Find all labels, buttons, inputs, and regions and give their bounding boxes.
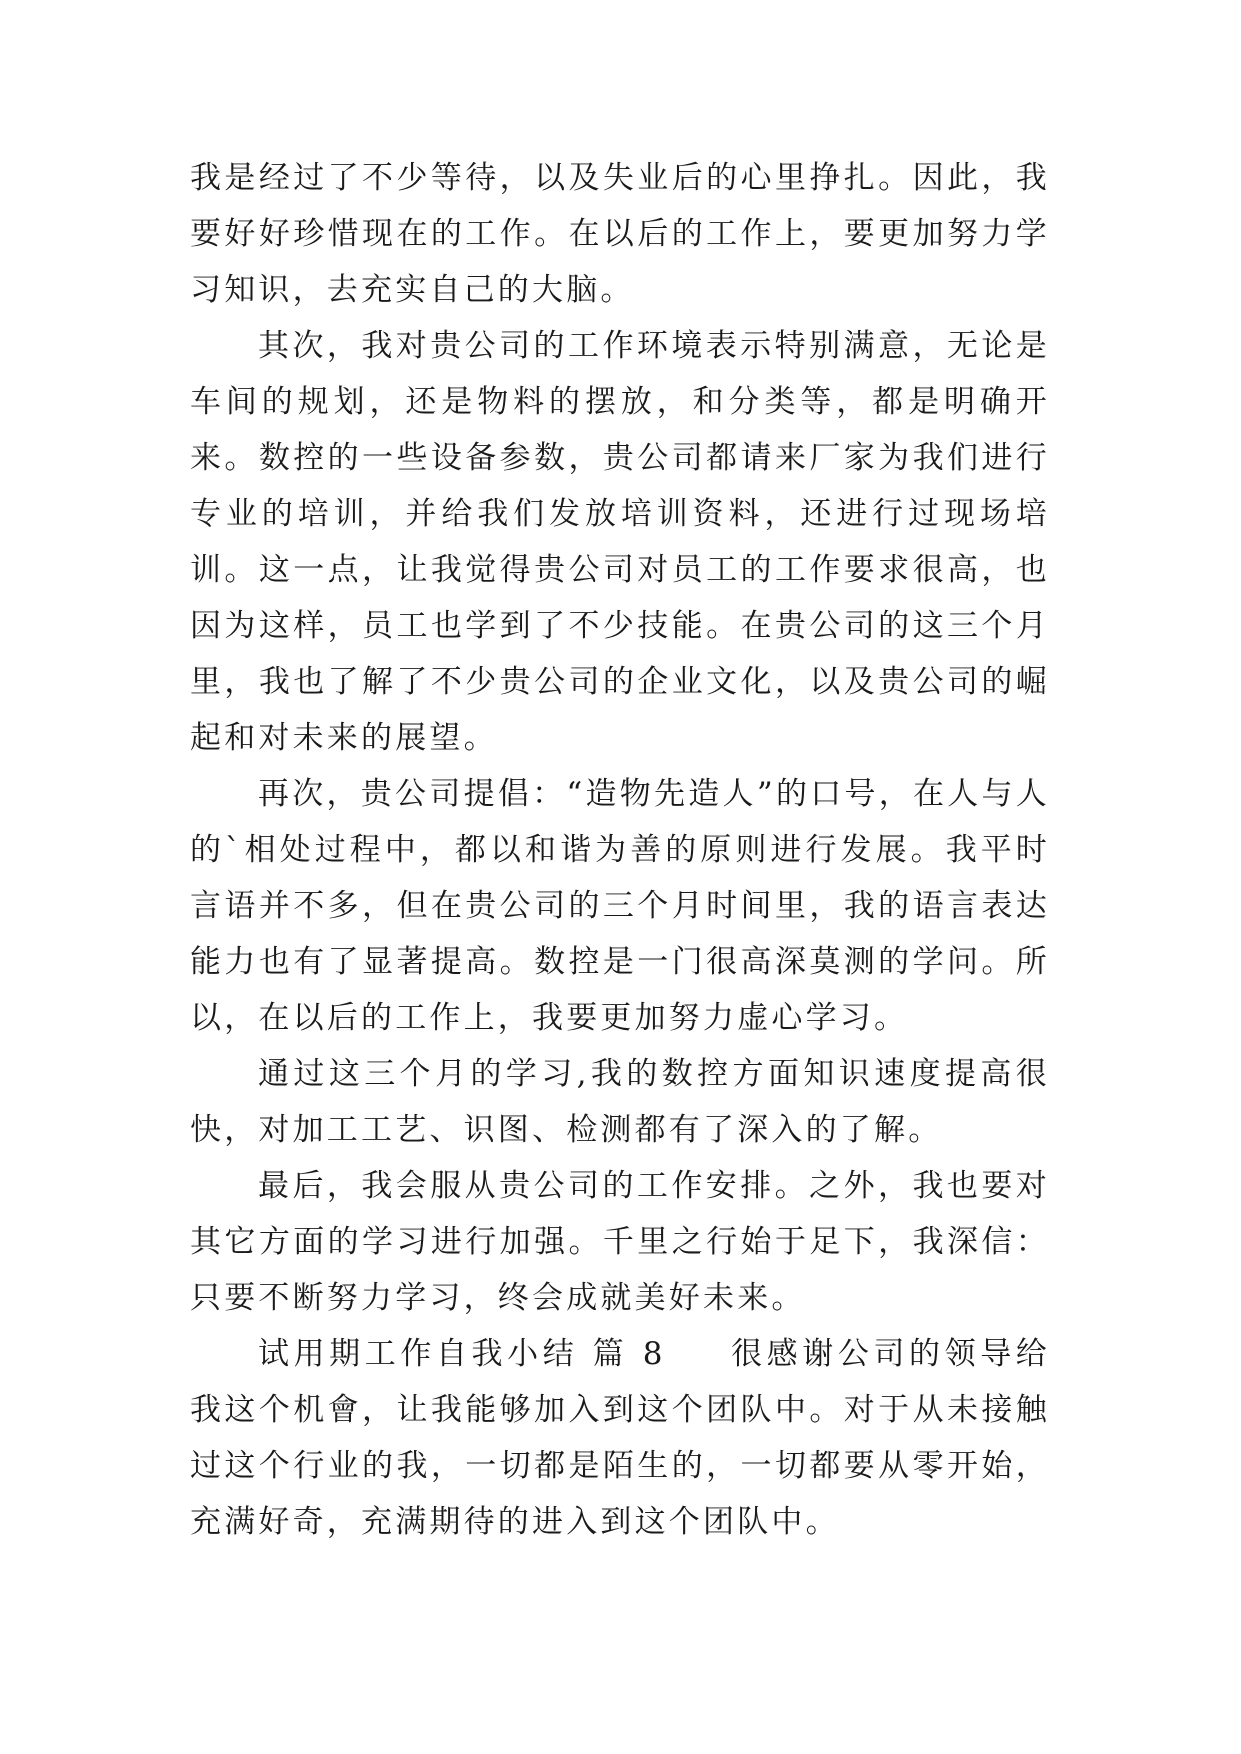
paragraph-intro-continuation: 我是经过了不少等待，以及失业后的心里挣扎。因此，我要好好珍惜现在的工作。在以后的工作上，要更加努力学习知识，去充实自己的大脑。 bbox=[190, 160, 1050, 308]
paragraph-learning-progress: 通过这三个月的学习,我的数控方面知识速度提高很快，对加工工艺、识图、检测都有了深入的了解。 bbox=[190, 1056, 1050, 1148]
section-8-paragraph bbox=[190, 1326, 1050, 1550]
paragraph-company-motto: 再次，贵公司提倡：“造物先造人”的口号，在人与人的`相处过程中，都以和谐为善的原则进行发展。我平时言语并不多，但在贵公司的三个月时间里，我的语言表达能力也有了显著提高。数控是一门很高深莫测的学问。所以，在以后的工作上，我要更加努力虚心学习。 bbox=[190, 776, 1050, 1036]
section-title: 试用期工作自我小结 篇 8 bbox=[258, 1336, 666, 1372]
section-body-text: 很感谢公司的领导给我这个机會，让我能够加入到这个团队中。对于从未接触过这个行业的我，一切都是陌生的，一切都要从零开始，充满好奇，充满期待的进入到这个团队中。 bbox=[190, 1336, 1050, 1540]
paragraph-conclusion: 最后，我会服从贵公司的工作安排。之外，我也要对其它方面的学习进行加强。千里之行始于足下，我深信：只要不断努力学习，终会成就美好未来。 bbox=[190, 1168, 1050, 1316]
document-page bbox=[190, 150, 1050, 1550]
paragraph-work-environment: 其次，我对贵公司的工作环境表示特别满意，无论是车间的规划，还是物料的摆放，和分类等，都是明确开来。数控的一些设备参数，贵公司都请来厂家为我们进行专业的培训，并给我们发放培训资料，还进行过现场培训。这一点，让我觉得贵公司对员工的工作要求很高，也因为这样，员工也学到了不少技能。在贵公司的这三个月里，我也了解了不少贵公司的企业文化，以及贵公司的崛起和对未来的展望。 bbox=[190, 328, 1050, 756]
